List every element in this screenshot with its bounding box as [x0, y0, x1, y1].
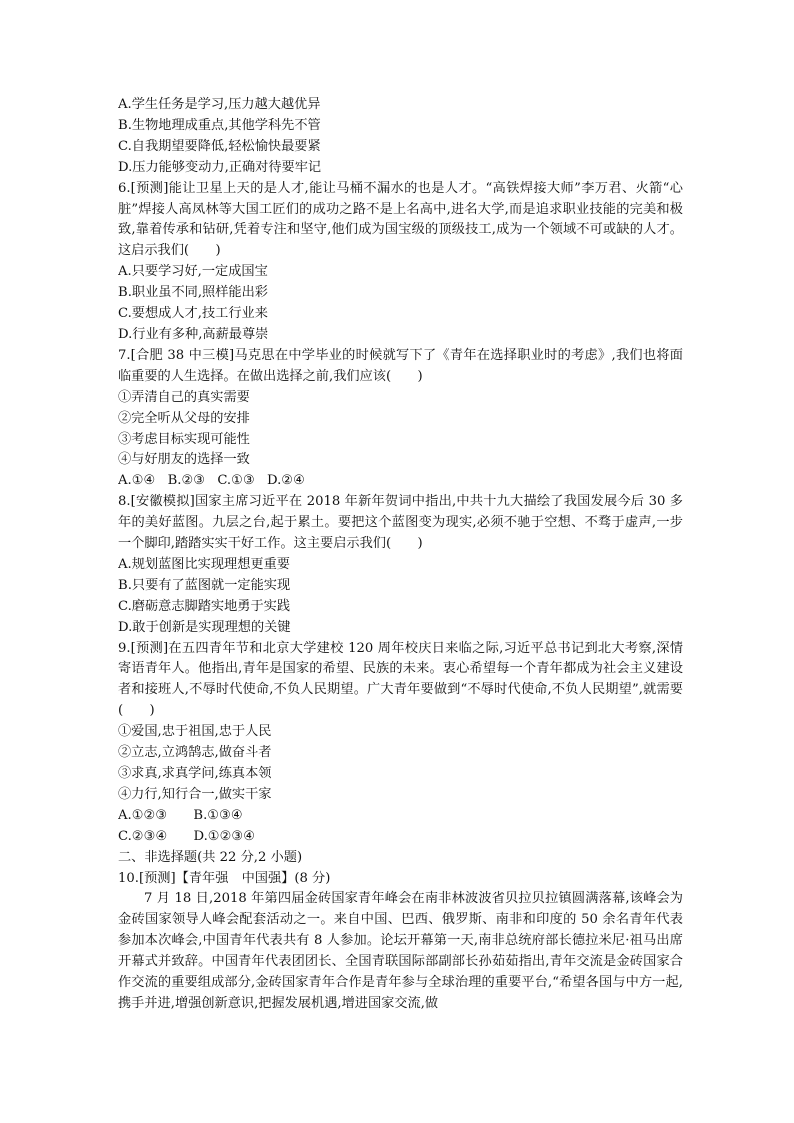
q6-option-b: B.职业虽不同,照样能出彩 — [118, 285, 268, 301]
q9-option-d: D.①②③④ — [193, 828, 256, 844]
q6-option-a: A.只要学习好,一定成国宝 — [118, 264, 268, 280]
q5-option-a: A.学生任务是学习,压力越大越优异 — [118, 97, 321, 112]
q6-option-c: C.要想成人才,技工行业来 — [118, 306, 268, 322]
q9-option-c: C.②③④ — [118, 828, 168, 844]
q10-material: 7 月 18 日,2018 年第四届金砖国家青年峰会在南非林波波省贝拉贝拉镇圆满落幕,该峰会为金砖国家领导人峰会配套活动之一。来自中国、巴西、俄罗斯、南非和印度的 50 余名青年代表参加本次峰会,中国青年代表共有 8 人参加。论坛开幕第一天,南非总统府部长德拉米尼·祖马出席开幕式并致辞。中国青年代表团团长、全国青联国际部副部长孙茹茹指出,青年交流是金砖国家合作交流的重要组成部分,金砖国家青年合作是青年参与全球治理的重要平台,“希望各国与中方一起,携手并进,增强创新意识,把握发展机遇,增进国家交流,做 — [118, 891, 683, 1011]
section-heading: 二、非选择题(共 22 分,2 小题) — [118, 849, 303, 865]
q9-options-row-1 — [118, 806, 683, 827]
q7-option-a: A.①④ — [118, 473, 156, 489]
q9-item-2: ②立志,立鸿鹄志,做奋斗者 — [118, 745, 272, 761]
question-6 — [118, 179, 683, 346]
q5-options — [118, 95, 683, 179]
q9-options-row-2 — [118, 827, 683, 848]
q5-option-d: D.压力能够变动力,正确对待要牢记 — [118, 159, 322, 175]
q8-option-a: A.规划蓝图比实现理想更重要 — [118, 556, 290, 572]
q9-item-4: ④力行,知行合一,做实干家 — [118, 786, 272, 802]
q9-item-1: ①爱国,忠于祖国,忠于人民 — [118, 724, 272, 740]
q9-option-b: B.①③④ — [193, 807, 243, 823]
q6-option-d: D.行业有多种,高薪最尊崇 — [118, 326, 269, 342]
q7-item-1: ①弄清自己的真实需要 — [118, 389, 250, 405]
q9-item-3: ③求真,求真学问,练真本领 — [118, 766, 272, 781]
q7-option-b: B.②③ — [167, 473, 206, 489]
q6-stem: 6.[预测]能让卫星上天的是人才,能让马桶不漏水的也是人才。“高铁焊接大师”李万君、火箭“心脏”焊接人高凤林等大国工匠们的成功之路不是上名高中,进名大学,而是追求职业技能的完美和极致,靠着传承和钻研,凭着专注和坚守,他们成为国宝级的顶级技工,成为一个领域不可或缺的人才。这启示我们( ) — [118, 180, 683, 259]
question-10 — [118, 869, 683, 1015]
q8-option-b: B.只要有了蓝图就一定能实现 — [118, 577, 291, 593]
q7-option-c: C.①③ — [217, 473, 255, 489]
question-7 — [118, 346, 683, 492]
q7-item-4: ④与好朋友的选择一致 — [118, 452, 250, 468]
q10-heading: 10.[预测]【青年强 中国强】(8 分) — [118, 870, 331, 886]
question-8 — [118, 492, 683, 638]
q7-option-d: D.②④ — [266, 473, 305, 489]
q8-option-d: D.敢于创新是实现理想的关键 — [118, 619, 291, 635]
question-9 — [118, 639, 683, 848]
q8-option-c: C.磨砺意志脚踏实地勇于实践 — [118, 598, 291, 614]
q9-stem: 9.[预测]在五四青年节和北京大学建校 120 周年校庆日来临之际,习近平总书记到北大考察,深情寄语青年人。他指出,青年是国家的希望、民族的未来。衷心希望每一个青年都成为社会主义建设者和接班人,不辱时代使命,不负人民期望。广大青年要做到“不辱时代使命,不负人民期望”,就需要( ) — [118, 640, 683, 719]
q5-option-c: C.自我期望要降低,轻松愉快最要紧 — [118, 138, 321, 154]
q7-item-3: ③考虑目标实现可能性 — [118, 431, 250, 447]
exam-page — [118, 95, 683, 1015]
q8-stem: 8.[安徽模拟]国家主席习近平在 2018 年新年贺词中指出,中共十九大描绘了我国发展今后 30 多年的美好蓝图。九层之台,起于累土。要把这个蓝图变为现实,必须不驰于空想、不骛于虚声,一步一个脚印,踏踏实实干好工作。这主要启示我们( ) — [118, 494, 683, 552]
q7-options — [118, 471, 683, 492]
q7-item-2: ②完全听从父母的安排 — [118, 410, 250, 426]
q9-option-a: A.①②③ — [118, 807, 168, 823]
q7-stem: 7.[合肥 38 中三模]马克思在中学毕业的时候就写下了《青年在选择职业时的考虑》,我们也将面临重要的人生选择。在做出选择之前,我们应该( ) — [118, 347, 683, 384]
q5-option-b: B.生物地理成重点,其他学科先不管 — [118, 117, 321, 133]
